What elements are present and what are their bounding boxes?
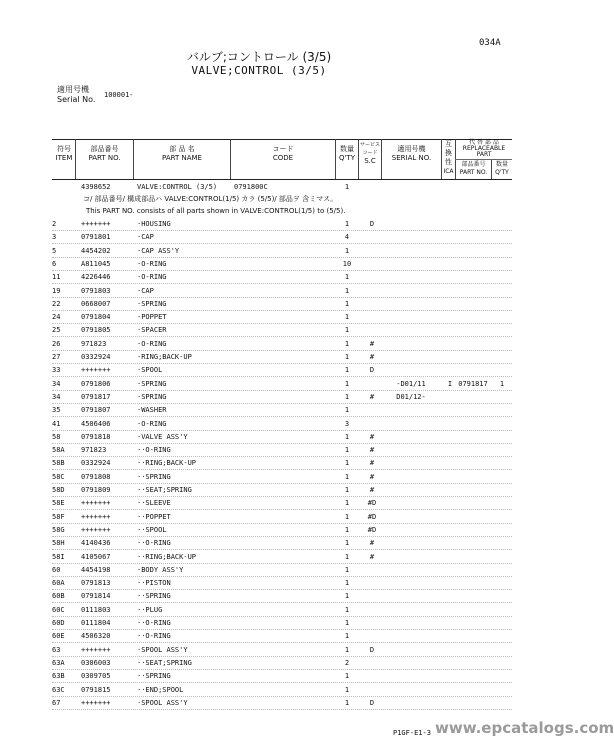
part-number: 4506406 [81, 419, 111, 428]
quantity: 1 [344, 619, 350, 627]
part-name: ··RING;BACK-UP [137, 459, 197, 468]
part-number: 0791806 [81, 379, 111, 388]
part-number: 0791804 [81, 313, 111, 322]
header-rqty-en: Q'TY [495, 169, 509, 176]
item-number: 34 [52, 379, 61, 388]
service-code: #D [367, 512, 377, 521]
service-code: #D [367, 499, 377, 508]
part-number: 4506320 [81, 632, 111, 641]
part-name: ·SPRING [137, 299, 167, 308]
item-number: 41 [52, 419, 61, 428]
item-number: 2 [52, 220, 57, 228]
main-code: 0791800C [234, 183, 268, 191]
part-name: ·SPACER [137, 326, 167, 335]
item-number: 60D [52, 619, 65, 627]
quantity: 1 [344, 579, 350, 588]
item-number: 58C [52, 472, 65, 481]
item-number: 25 [52, 326, 61, 335]
header-serial-en: SERIAL NO. [391, 154, 432, 162]
part-name: ··PISTON [137, 579, 171, 588]
serial-label-japanese: 適用号機 [57, 85, 89, 94]
part-number: +++++++ [81, 698, 111, 707]
title-japanese: バルブ;コントロール (3/5) [186, 50, 332, 64]
part-number: 0791814 [81, 592, 111, 601]
item-number: 6 [52, 259, 57, 268]
part-number: 0791807 [81, 406, 111, 415]
part-name: ·CAP [137, 233, 154, 242]
part-name: ·CAP [137, 286, 154, 295]
service-code: #D [367, 525, 377, 534]
header-ica-jp3: 性 [445, 158, 452, 166]
serial-range: D01/12- [396, 392, 426, 401]
quantity: 1 [344, 698, 350, 707]
item-number: 58A [52, 446, 65, 455]
part-name: ·SPRING [137, 379, 167, 388]
watermark: www.epcatalogs.com [435, 719, 614, 737]
header-ica-en: ICA [443, 168, 454, 175]
part-number: 0111804 [81, 619, 111, 627]
item-number: 67 [52, 698, 61, 707]
quantity: 1 [344, 645, 350, 654]
item-number: 3 [52, 233, 57, 242]
part-name: ··PLUG [137, 605, 163, 614]
service-code: # [369, 552, 375, 561]
item-number: 26 [52, 339, 61, 348]
quantity: 1 [344, 446, 350, 455]
part-name: ·VALVE ASS'Y [137, 432, 188, 441]
service-code: D [369, 698, 375, 707]
quantity: 1 [344, 379, 350, 388]
title-english: VALVE;CONTROL (3/5) [191, 64, 327, 77]
part-number: 971823 [81, 339, 107, 348]
header-code-en: CODE [272, 154, 294, 162]
item-number: 58E [52, 499, 65, 508]
item-number: 58H [52, 539, 65, 548]
quantity: 10 [342, 259, 352, 268]
part-number: 0791801 [81, 233, 111, 242]
part-name: ··O-RING [137, 539, 171, 548]
header-serial-jp: 適用号機 [397, 145, 426, 153]
row-separator [52, 709, 512, 710]
item-number: 63B [52, 672, 65, 681]
quantity: 1 [344, 525, 350, 534]
service-code: # [369, 539, 375, 548]
header-part-jp: 部品番号 [90, 145, 119, 153]
item-number: 60 [52, 565, 61, 574]
page-code: 034A [479, 38, 501, 48]
quantity: 1 [344, 539, 350, 548]
item-number: 5 [52, 246, 57, 255]
part-name: ·SPOOL ASS'Y [137, 645, 188, 654]
header-ica-jp2: 換 [445, 149, 452, 157]
quantity: 4 [344, 233, 350, 242]
part-name: ··SEAT;SPRING [137, 658, 192, 667]
header-replaceable-jp: 代 替 部 品 [469, 139, 499, 146]
part-name: ··SLEEVE [137, 499, 171, 508]
note-japanese: コ/ 部品番号/ 構成部品ハ VALVE:CONTROL(1/5) カラ (5/5)/ 部品ヲ 含ミマス。 [83, 195, 338, 203]
part-name: ·HOUSING [137, 220, 171, 228]
quantity: 1 [344, 459, 350, 468]
quantity: 3 [344, 419, 350, 428]
header-name-jp: 部 品 名 [169, 145, 195, 153]
header-rpart-en: PART NO. [459, 169, 488, 176]
item-number: 60A [52, 579, 65, 588]
service-code: # [369, 459, 375, 468]
header-qty-en: Q'TY [339, 154, 355, 162]
part-number: 971823 [81, 446, 107, 455]
part-number: 4454198 [81, 565, 111, 574]
quantity: 1 [344, 406, 350, 415]
quantity: 1 [344, 366, 350, 375]
item-number: 60E [52, 632, 65, 641]
item-number: 19 [52, 286, 61, 295]
quantity: 1 [344, 672, 350, 681]
part-name: ·POPPET [137, 313, 167, 322]
part-name: ·O-RING [137, 339, 167, 348]
header-sc-en: S.C [364, 157, 376, 165]
item-number: 58G [52, 525, 65, 534]
item-number: 63A [52, 658, 65, 667]
quantity: 1 [344, 273, 350, 282]
service-code: D [369, 645, 375, 654]
service-code: # [369, 486, 375, 494]
part-name: ··O-RING [137, 446, 171, 455]
header-replaceable-en: REPLACEABLE [462, 145, 506, 152]
part-name: ··O-RING [137, 619, 171, 627]
service-code: # [369, 472, 375, 481]
part-name: ·SPOOL [137, 366, 163, 375]
part-name: ··POPPET [137, 512, 171, 521]
part-number: +++++++ [81, 525, 111, 534]
part-number: +++++++ [81, 220, 111, 228]
header-item-jp: 符号 [57, 145, 71, 153]
quantity: 1 [344, 353, 350, 361]
service-code: # [369, 339, 375, 348]
part-name: ··SPRING [137, 472, 171, 481]
quantity: 1 [344, 605, 350, 614]
quantity: 1 [344, 565, 350, 574]
note-english: This PART NO. consists of all parts shown in VALVE:CONTROL(1/5) to (5/5). [86, 207, 346, 215]
part-number: 0309705 [81, 672, 111, 681]
part-number: 0791815 [81, 685, 111, 694]
part-number: 0111803 [81, 605, 111, 614]
part-name: ·O-RING [137, 259, 167, 268]
part-number: 0791805 [81, 326, 111, 335]
part-name: ··SEAT;SPRING [137, 486, 192, 494]
part-number: 0791808 [81, 472, 111, 481]
item-number: 11 [52, 273, 61, 282]
serial-label-english: Serial No. [57, 95, 96, 104]
replacement-qty: 1 [499, 379, 505, 388]
item-number: 35 [52, 406, 61, 415]
quantity: 1 [344, 220, 350, 228]
header-item-en: ITEM [55, 154, 73, 162]
part-name: ·SPOOL ASS'Y [137, 698, 188, 707]
main-part-no: 4398652 [81, 183, 111, 191]
item-number: 27 [52, 353, 61, 361]
part-number: +++++++ [81, 645, 111, 654]
item-number: 58F [52, 512, 65, 521]
quantity: 1 [344, 286, 350, 295]
header-qty-jp: 数量 [340, 145, 354, 153]
header-rpart-jp: 部品番号 [461, 161, 486, 168]
quantity: 1 [344, 632, 350, 641]
header-name-en: PART NAME [162, 154, 202, 162]
main-part-name: VALVE:CONTROL (3/5) [137, 183, 218, 191]
service-code: # [369, 446, 375, 455]
part-number: 0791813 [81, 579, 111, 588]
item-number: 60C [52, 605, 65, 614]
quantity: 1 [344, 299, 350, 308]
quantity: 1 [344, 432, 350, 441]
main-qty: 1 [344, 183, 350, 191]
service-code: D [369, 220, 375, 228]
item-number: 60B [52, 592, 65, 601]
part-name: ··SPOOL [137, 525, 167, 534]
part-name: ·BODY ASS'Y [137, 565, 184, 574]
part-number: 0791817 [81, 392, 111, 401]
item-number: 24 [52, 313, 61, 322]
quantity: 1 [344, 592, 350, 601]
part-number: 0668007 [81, 299, 111, 308]
part-name: ··SPRING [137, 672, 171, 681]
part-number: +++++++ [81, 366, 111, 375]
item-number: 33 [52, 366, 61, 375]
part-name: ··SPRING [137, 592, 171, 601]
part-number: 4454202 [81, 246, 111, 255]
part-name: ·RING;BACK-UP [137, 353, 192, 361]
footer-code: P1GF-E1-3 [393, 729, 431, 737]
service-code: D [369, 366, 375, 375]
part-number: A811045 [81, 259, 111, 268]
part-number: 0332924 [81, 459, 111, 468]
item-number: 58B [52, 459, 65, 468]
part-number: 0791809 [81, 486, 111, 494]
quantity: 1 [344, 326, 350, 335]
service-code: # [369, 432, 375, 441]
service-code: # [369, 392, 375, 401]
part-name: ·O-RING [137, 273, 167, 282]
interchangeability: I [447, 379, 453, 388]
quantity: 1 [344, 685, 350, 694]
quantity: 1 [344, 246, 350, 255]
item-number: 58I [52, 552, 65, 561]
header-sc-jp1: サービス [359, 142, 380, 148]
quantity: 1 [344, 499, 350, 508]
service-code: # [369, 353, 375, 361]
header-rqty-jp: 数量 [495, 161, 508, 168]
item-number: 63 [52, 645, 61, 654]
part-number: 4140436 [81, 539, 111, 548]
quantity: 1 [344, 512, 350, 521]
part-name: ··O-RING [137, 632, 171, 641]
item-number: 58 [52, 432, 61, 441]
replacement-part: 0791817 [458, 379, 488, 388]
item-number: 22 [52, 299, 61, 308]
serial-value: 100001- [104, 91, 134, 99]
header-sc-jp2: コード [362, 150, 378, 156]
header-code-jp: コード [272, 145, 294, 153]
quantity: 1 [344, 486, 350, 494]
quantity: 1 [344, 339, 350, 348]
quantity: 1 [344, 472, 350, 481]
quantity: 2 [344, 658, 350, 667]
part-name: ··END;SPOOL [137, 685, 184, 694]
part-number: 0791803 [81, 286, 111, 295]
part-number: 0332924 [81, 353, 111, 361]
serial-range: -D01/11 [396, 379, 426, 388]
quantity: 1 [344, 392, 350, 401]
part-number: 0306003 [81, 658, 111, 667]
part-number: 4105067 [81, 552, 111, 561]
part-number: 4226446 [81, 273, 111, 282]
quantity: 1 [344, 552, 350, 561]
item-number: 58D [52, 486, 65, 494]
part-name: ·O-RING [137, 419, 167, 428]
part-number: +++++++ [81, 512, 111, 521]
header-part-en: PART NO. [88, 154, 121, 162]
part-name: ··RING;BACK-UP [137, 552, 197, 561]
part-name: ·SPRING [137, 392, 167, 401]
header-ica-jp1: 互 [445, 140, 452, 148]
item-number: 63C [52, 685, 65, 694]
part-number: 0791818 [81, 432, 111, 441]
item-number: 34 [52, 392, 61, 401]
part-number: +++++++ [81, 499, 111, 508]
part-name: ·CAP ASS'Y [137, 246, 180, 255]
part-name: ·WASHER [137, 406, 167, 415]
header-replaceable-part: PART [476, 151, 492, 158]
quantity: 1 [344, 313, 350, 322]
